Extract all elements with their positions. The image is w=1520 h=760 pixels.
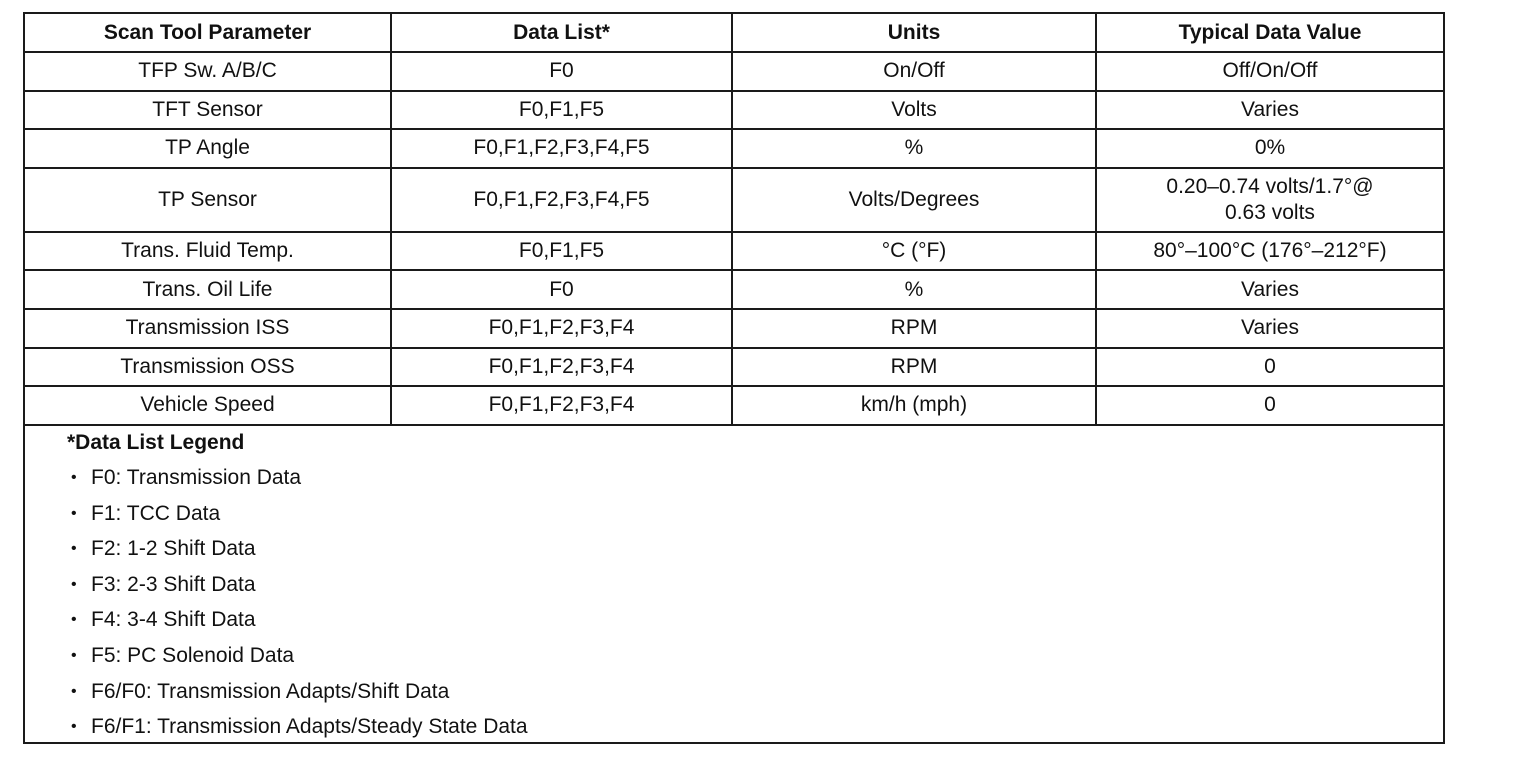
units-cell: Volts/Degrees [732,168,1096,232]
legend-item-text: F3: 2-3 Shift Data [91,572,256,596]
table-row [25,309,1443,348]
column-header-parameter: Scan Tool Parameter [25,14,391,52]
units-cell: % [732,129,1096,168]
units-cell: RPM [732,309,1096,348]
data-list-cell: F0 [391,270,732,309]
table-row [25,129,1443,168]
bullet-icon: • [71,718,77,736]
bullet-icon: • [71,611,77,629]
data-list-cell: F0,F1,F2,F3,F4,F5 [391,129,732,168]
typical-value-line-2: 0.63 volts [1225,200,1315,224]
units-cell: °C (°F) [732,232,1096,271]
legend-item [67,714,528,750]
data-list-cell: F0,F1,F2,F3,F4,F5 [391,168,732,232]
data-list-cell: F0,F1,F2,F3,F4 [391,309,732,348]
legend-item-text: F1: TCC Data [91,501,221,525]
data-list-cell: F0 [391,52,732,91]
units-cell: % [732,270,1096,309]
legend-item-text: F6/F1: Transmission Adapts/Steady State Data [91,715,528,739]
legend-item [67,679,528,715]
bullet-icon: • [71,646,77,664]
units-cell: On/Off [732,52,1096,91]
column-header-typical-value: Typical Data Value [1096,14,1443,52]
document-frame [23,12,1445,744]
legend-item-text: F2: 1-2 Shift Data [91,537,256,561]
bullet-icon: • [71,682,77,700]
legend-list [67,465,528,750]
parameter-cell: Trans. Fluid Temp. [25,232,391,271]
legend-title: *Data List Legend [67,431,245,454]
parameter-cell: TP Sensor [25,168,391,232]
table-row [25,232,1443,271]
parameter-cell: TFT Sensor [25,91,391,130]
parameter-cell: TFP Sw. A/B/C [25,52,391,91]
data-list-legend [67,430,528,750]
typical-value-cell: Varies [1096,270,1443,309]
table-row [25,168,1443,232]
data-list-cell: F0,F1,F5 [391,91,732,130]
parameter-cell: TP Angle [25,129,391,168]
typical-value-cell: 0% [1096,129,1443,168]
units-cell: RPM [732,348,1096,387]
typical-value-cell: Varies [1096,309,1443,348]
typical-value-cell: 0 [1096,386,1443,425]
table-header-row [25,14,1443,52]
table-row [25,270,1443,309]
typical-value-cell [1096,168,1443,232]
legend-item-text: F4: 3-4 Shift Data [91,608,256,632]
units-cell: km/h (mph) [732,386,1096,425]
data-list-cell: F0,F1,F2,F3,F4 [391,386,732,425]
legend-item [67,572,528,608]
legend-item-text: F6/F0: Transmission Adapts/Shift Data [91,679,450,703]
typical-value-line-1: 0.20–0.74 volts/1.7°@ [1166,174,1374,198]
parameter-cell: Transmission ISS [25,309,391,348]
units-cell: Volts [732,91,1096,130]
bullet-icon: • [71,575,77,593]
legend-item [67,607,528,643]
parameter-cell: Trans. Oil Life [25,270,391,309]
table-row [25,348,1443,387]
legend-item-text: F5: PC Solenoid Data [91,643,295,667]
scan-tool-data-table [25,14,1443,426]
table-row [25,386,1443,425]
bullet-icon: • [71,540,77,558]
table-row [25,52,1443,91]
legend-item [67,501,528,537]
bullet-icon: • [71,469,77,486]
legend-item [67,465,528,501]
legend-item [67,643,528,679]
parameter-cell: Vehicle Speed [25,386,391,425]
data-list-cell: F0,F1,F2,F3,F4 [391,348,732,387]
column-header-units: Units [732,14,1096,52]
column-header-data-list: Data List* [391,14,732,52]
data-list-cell: F0,F1,F5 [391,232,732,271]
legend-item-text: F0: Transmission Data [91,466,302,489]
legend-item [67,536,528,572]
typical-value-cell: 80°–100°C (176°–212°F) [1096,232,1443,271]
typical-value-cell: Varies [1096,91,1443,130]
typical-value-cell: Off/On/Off [1096,52,1443,91]
parameter-cell: Transmission OSS [25,348,391,387]
table-row [25,91,1443,130]
bullet-icon: • [71,504,77,522]
typical-value-cell: 0 [1096,348,1443,387]
